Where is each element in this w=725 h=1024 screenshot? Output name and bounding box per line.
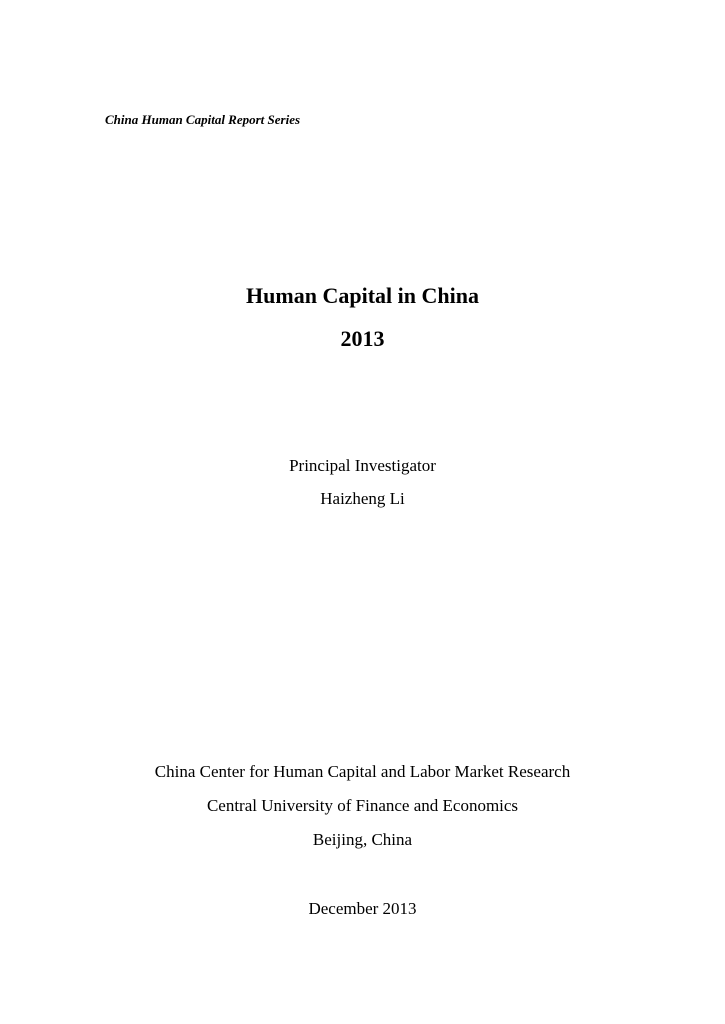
- publication-location: Beijing, China: [312, 830, 413, 849]
- affiliation-center: China Center for Human Capital and Labor Market Research: [154, 762, 571, 781]
- publication-date: December 2013: [308, 899, 417, 918]
- report-series-label: China Human Capital Report Series: [105, 112, 301, 127]
- investigator-role: Principal Investigator: [289, 456, 436, 475]
- report-title: Human Capital in China: [246, 283, 479, 308]
- affiliation-university: Central University of Finance and Economics: [206, 796, 519, 815]
- report-year: 2013: [340, 326, 385, 351]
- investigator-name: Haizheng Li: [320, 489, 405, 508]
